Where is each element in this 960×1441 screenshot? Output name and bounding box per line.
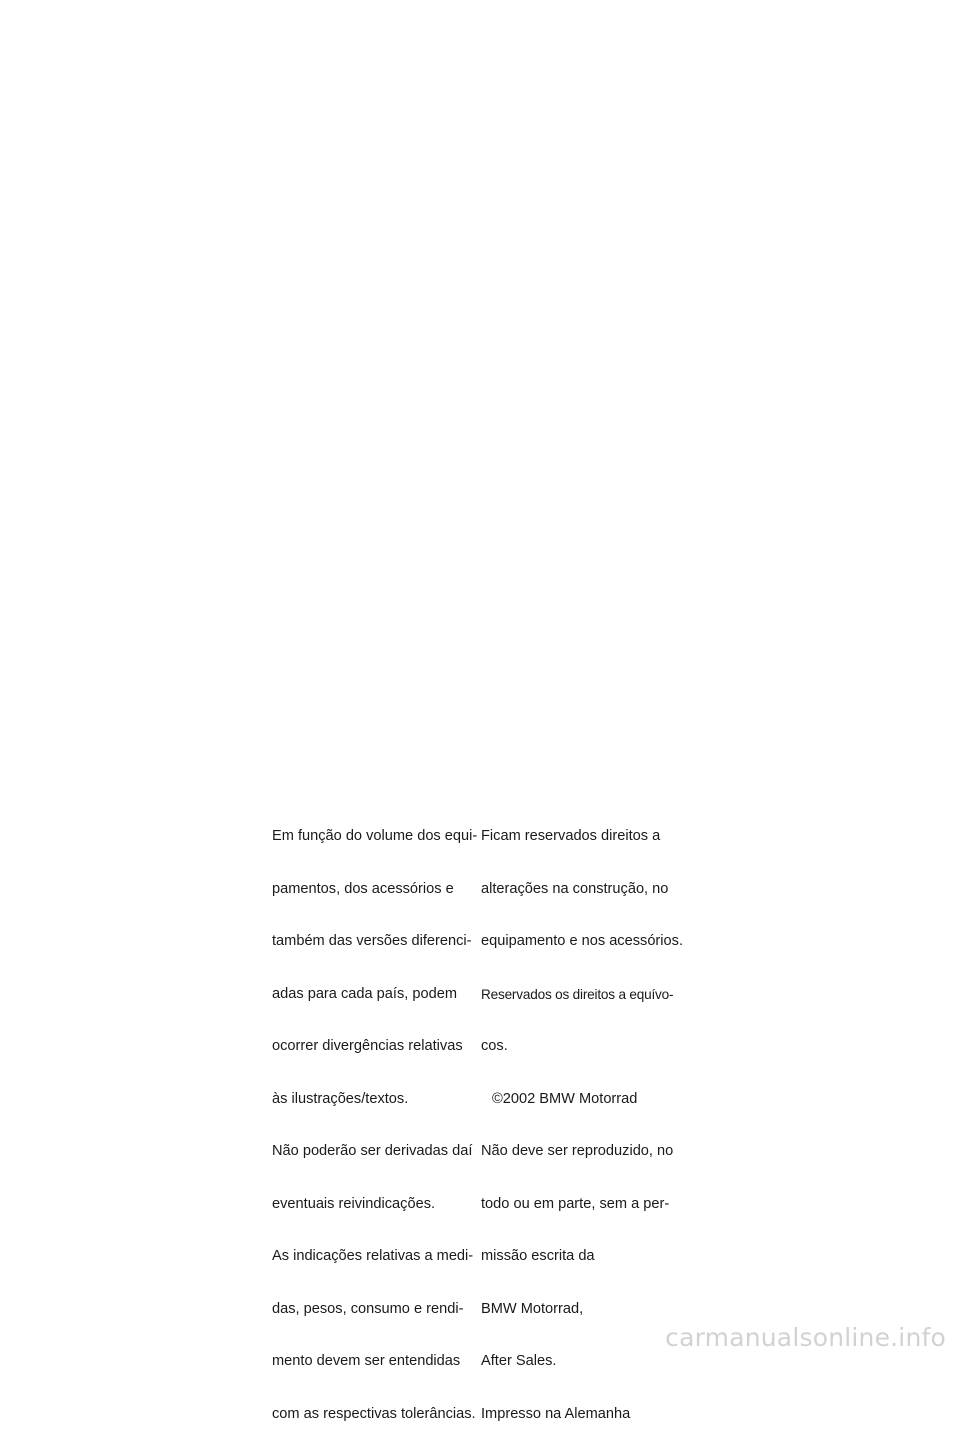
text-line: todo ou em parte, sem a per- [481, 1195, 670, 1212]
text-line: After Sales. [481, 1353, 557, 1369]
left-text-column [272, 793, 477, 1441]
text-line: mento devem ser entendidas [272, 1353, 461, 1369]
text-line: ocorrer divergências relativas [272, 1038, 463, 1054]
text-line: BMW Motorrad, [481, 1300, 584, 1317]
text-line: adas para cada país, podem [272, 985, 457, 1002]
right-text-column [481, 793, 696, 1441]
text-line: com as respectivas tolerâncias. [272, 1405, 476, 1422]
text-line: alterações na construção, no [481, 880, 669, 897]
text-line: também das versões diferenci- [272, 933, 472, 949]
text-line: equipamento e nos acessórios. [481, 933, 684, 949]
text-line: Não poderão ser derivadas daí [272, 1143, 473, 1159]
text-line: Não deve ser reproduzido, no [481, 1143, 674, 1159]
text-line: Em função do volume dos equi- [272, 828, 478, 844]
text-line: Reservados os direitos a equívo- [481, 986, 674, 1002]
copyright-line: ©2002 BMW Motorrad [492, 1090, 638, 1107]
text-line: pamentos, dos acessórios e [272, 880, 454, 897]
watermark: carmanualsonline.info [665, 1323, 946, 1352]
text-line: às ilustrações/textos. [272, 1090, 409, 1107]
text-line: As indicações relativas a medi- [272, 1248, 474, 1264]
text-line: Ficam reservados direitos a [481, 828, 661, 844]
text-line: das, pesos, consumo e rendi- [272, 1300, 464, 1317]
text-line: Impresso na Alemanha [481, 1405, 631, 1422]
text-line: eventuais reivindicações. [272, 1195, 436, 1212]
text-line: cos. [481, 1038, 508, 1054]
text-line: missão escrita da [481, 1248, 595, 1264]
